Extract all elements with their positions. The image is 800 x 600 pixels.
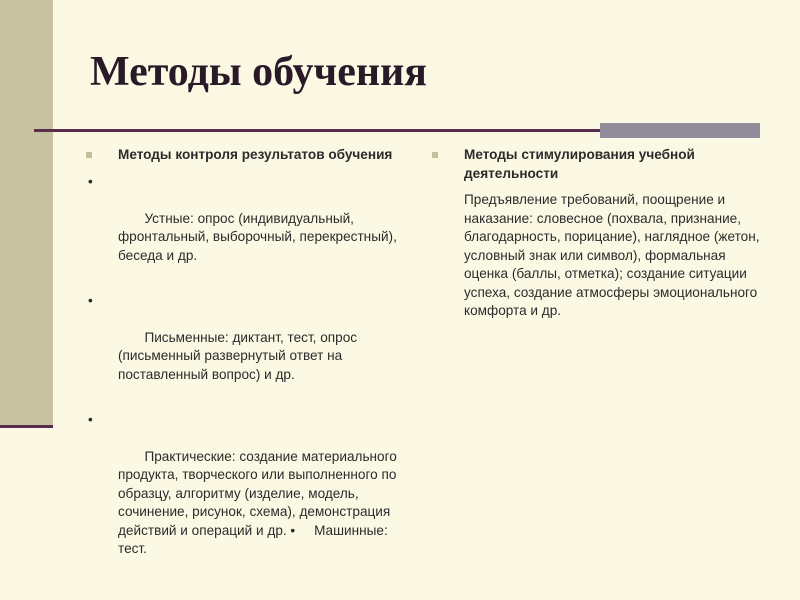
slide-title: Методы обучения — [90, 49, 427, 95]
bullet-dot-icon: • — [88, 411, 93, 427]
list-item-text: Письменные: диктант, тест, опрос (письменный развернутый ответ на поставленный вопрос) и др. — [118, 329, 361, 382]
list-item — [86, 411, 416, 578]
right-heading-item — [432, 146, 762, 183]
list-item — [86, 173, 416, 284]
title-rule-block — [600, 123, 760, 138]
bullet-dot-icon: • — [88, 292, 93, 308]
square-bullet-icon — [432, 152, 438, 158]
bullet-dot-icon: • — [88, 173, 93, 189]
list-item-text: Устные: опрос (индивидуальный, фронтальный, выборочный, перекрестный), беседа и др. — [118, 210, 401, 263]
side-band — [0, 0, 53, 428]
right-body-text: Предъявление требований, поощрение и наказание: словесное (похвала, признание, благодарность, порицание), наглядное (жетон, условный знак или символ), формальная оценка (баллы, отметка); создание ситуации успеха, создание атмосферы эмоционального комфорта и др. — [464, 192, 760, 318]
left-heading: Методы контроля результатов обучения — [118, 147, 393, 162]
list-item-text: Практические: создание материального продукта, творческого или выполненного по образцу, алгоритму (изделие, модель, сочинение, рисунок, схема), демонстрация действий и операций и др. • Машинные: тест. — [118, 448, 401, 556]
square-bullet-icon — [86, 152, 92, 158]
side-divider — [0, 425, 53, 428]
right-column — [432, 146, 762, 321]
left-column — [86, 146, 416, 577]
left-heading-item — [86, 146, 416, 165]
list-item — [86, 292, 416, 403]
right-heading: Методы стимулирования учебной деятельности — [464, 147, 695, 181]
